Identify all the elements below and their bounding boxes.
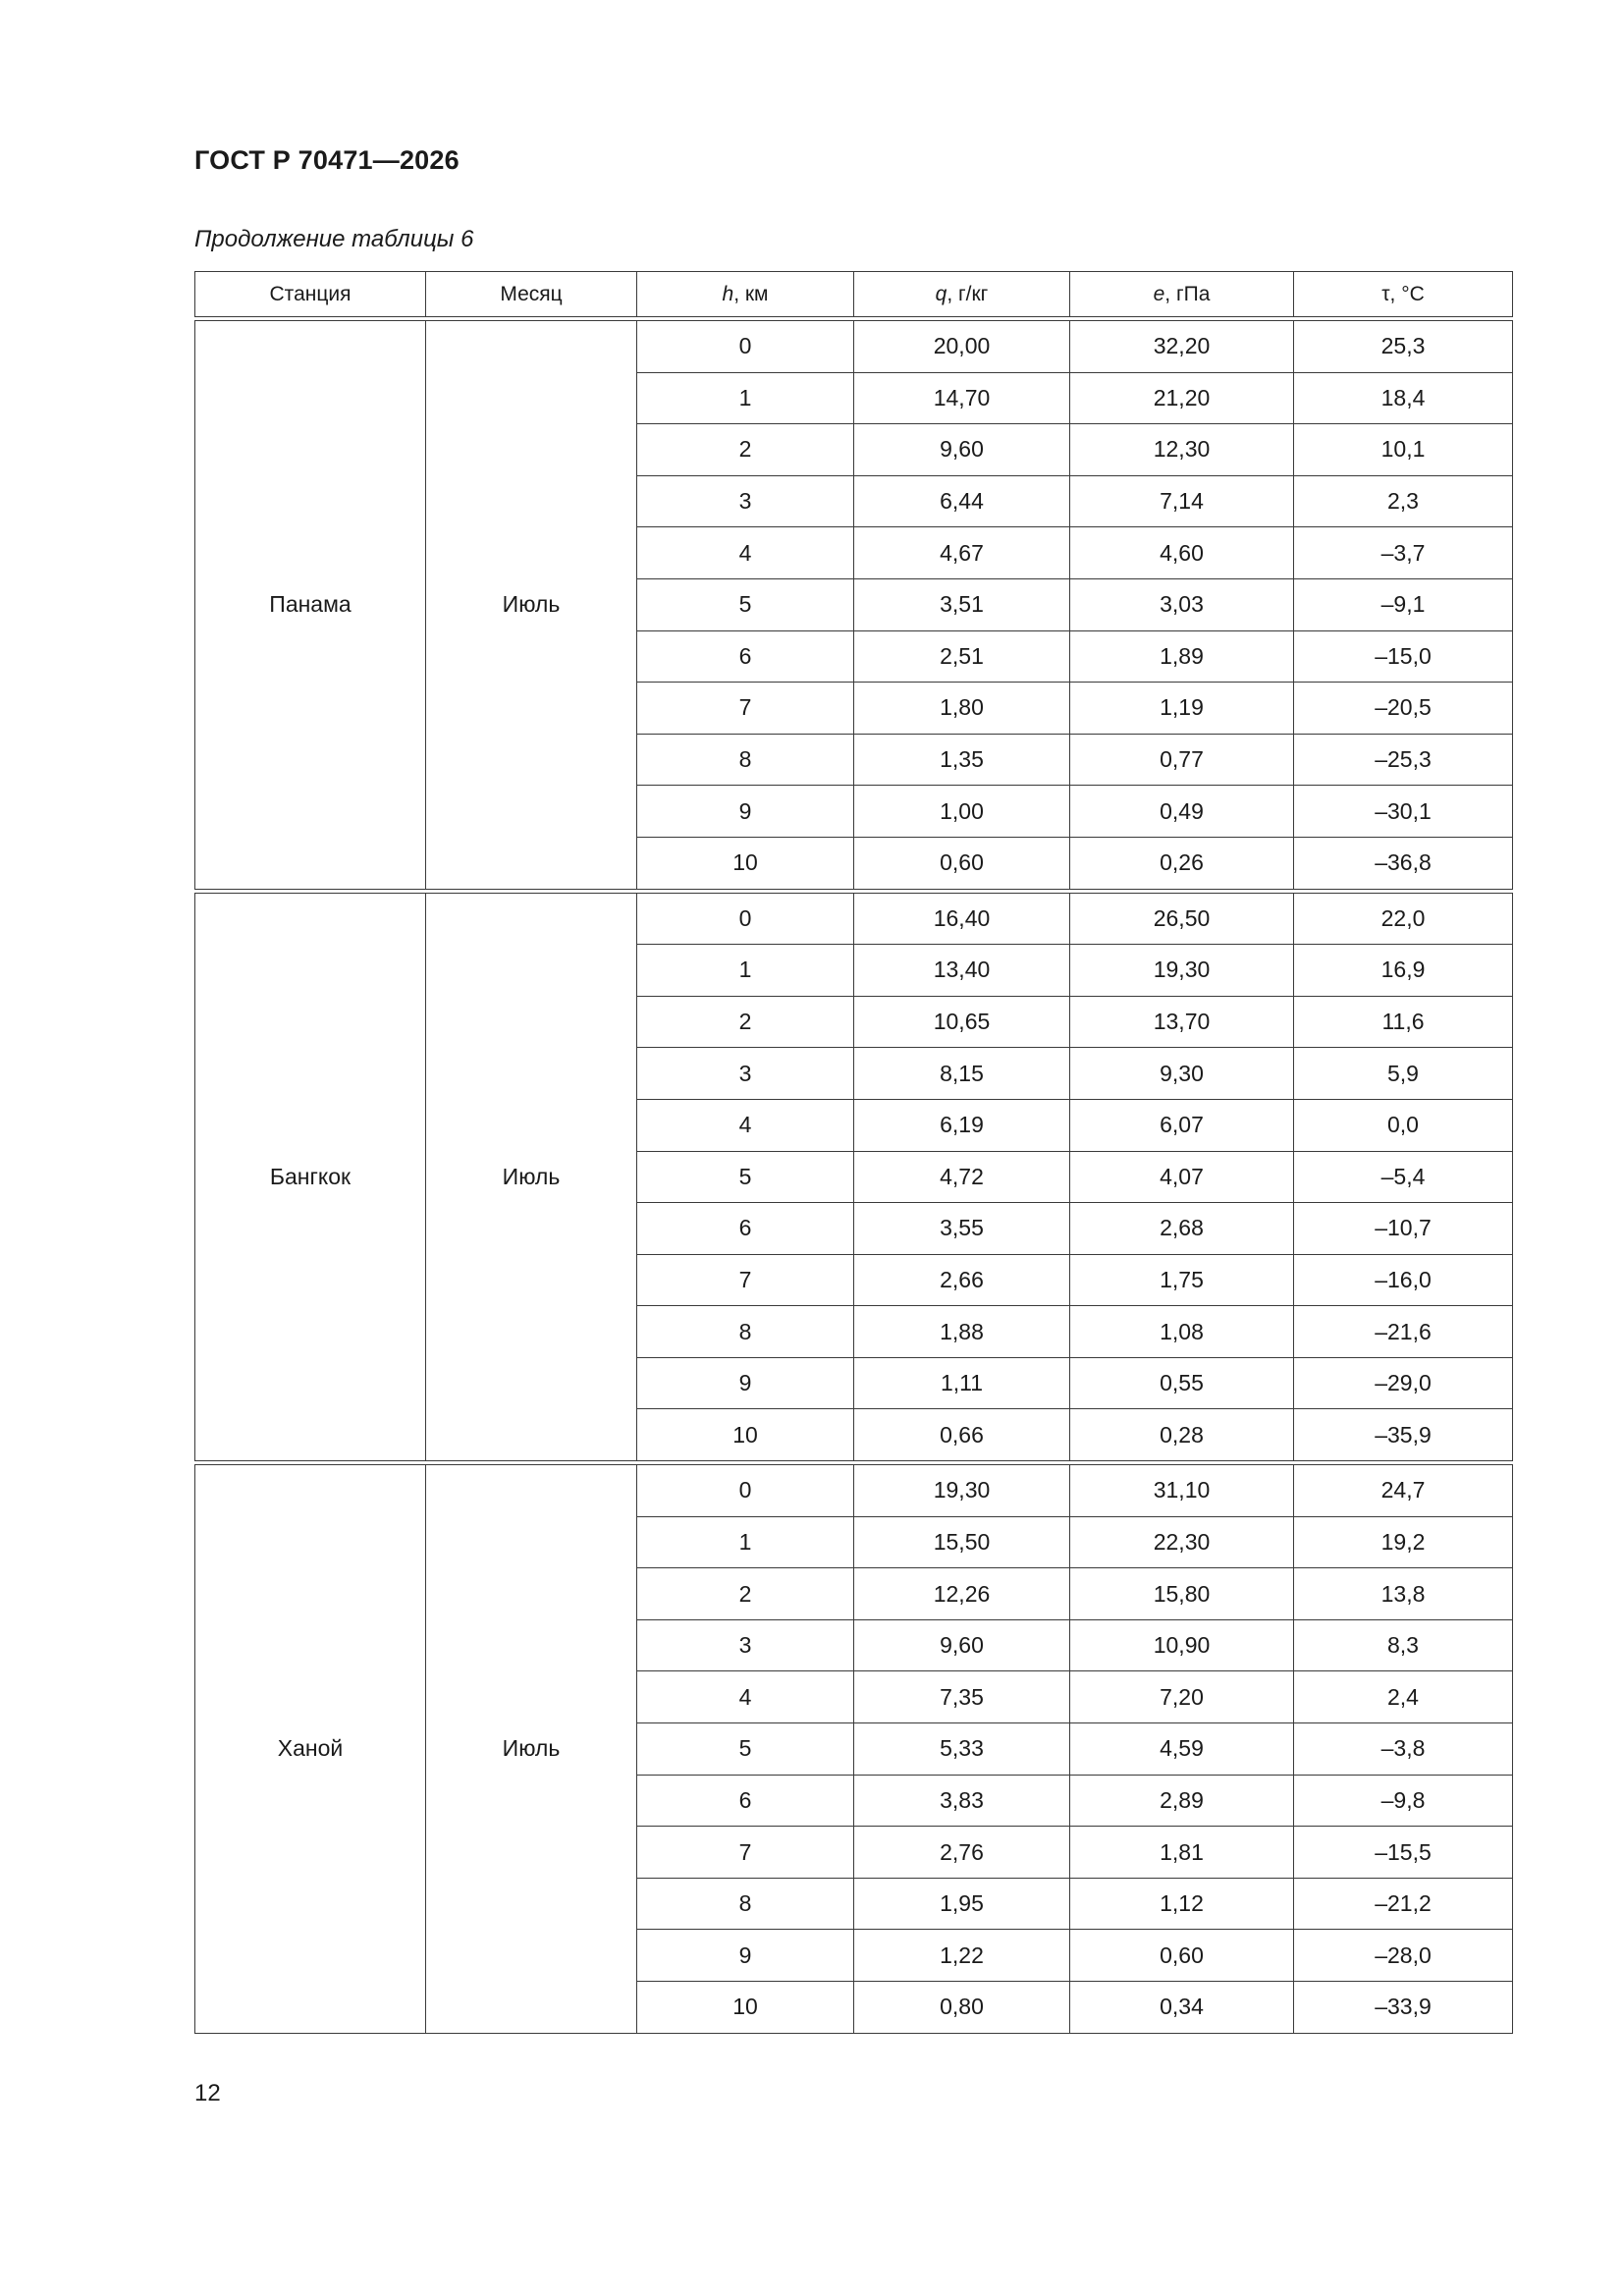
specific-humidity-cell: 2,76: [854, 1827, 1070, 1879]
vapor-pressure-cell: 0,55: [1070, 1357, 1294, 1409]
dew-point-cell: –5,4: [1294, 1151, 1513, 1203]
specific-humidity-cell: 1,35: [854, 734, 1070, 786]
vapor-pressure-cell: 7,14: [1070, 475, 1294, 527]
dew-point-cell: 24,7: [1294, 1465, 1513, 1517]
specific-humidity-cell: 3,55: [854, 1203, 1070, 1255]
height-cell: 3: [637, 475, 854, 527]
specific-humidity-cell: 1,88: [854, 1306, 1070, 1358]
vapor-pressure-cell: 4,07: [1070, 1151, 1294, 1203]
dew-point-cell: –21,6: [1294, 1306, 1513, 1358]
vapor-pressure-cell: 0,34: [1070, 1982, 1294, 2034]
month-cell: Июль: [426, 1465, 637, 2034]
vapor-pressure-cell: 15,80: [1070, 1568, 1294, 1620]
height-cell: 10: [637, 1409, 854, 1461]
vapor-pressure-cell: 7,20: [1070, 1671, 1294, 1723]
table-header: [195, 272, 1513, 317]
dew-point-cell: –3,8: [1294, 1723, 1513, 1776]
height-cell: 2: [637, 424, 854, 476]
height-cell: 4: [637, 1099, 854, 1151]
specific-humidity-cell: 12,26: [854, 1568, 1070, 1620]
specific-humidity-cell: 1,00: [854, 786, 1070, 838]
dew-point-cell: 10,1: [1294, 424, 1513, 476]
table-body: [195, 317, 1513, 2034]
specific-humidity-cell: 6,44: [854, 475, 1070, 527]
dew-point-cell: –15,5: [1294, 1827, 1513, 1879]
dew-point-cell: 2,4: [1294, 1671, 1513, 1723]
height-cell: 6: [637, 630, 854, 683]
height-cell: 9: [637, 1930, 854, 1982]
height-cell: 9: [637, 1357, 854, 1409]
station-cell: Ханой: [195, 1465, 426, 2034]
height-cell: 5: [637, 1151, 854, 1203]
height-cell: 2: [637, 996, 854, 1048]
specific-humidity-cell: 5,33: [854, 1723, 1070, 1776]
specific-humidity-cell: 1,22: [854, 1930, 1070, 1982]
dew-point-cell: –3,7: [1294, 527, 1513, 579]
month-cell: Июль: [426, 893, 637, 1461]
specific-humidity-cell: 0,66: [854, 1409, 1070, 1461]
vapor-pressure-cell: 1,08: [1070, 1306, 1294, 1358]
page-number: 12: [194, 2080, 221, 2106]
height-cell: 4: [637, 1671, 854, 1723]
column-header-specific-humidity: q, г/кг: [854, 272, 1070, 317]
dew-point-cell: –29,0: [1294, 1357, 1513, 1409]
specific-humidity-cell: 9,60: [854, 424, 1070, 476]
vapor-pressure-cell: 1,75: [1070, 1254, 1294, 1306]
vapor-pressure-cell: 31,10: [1070, 1465, 1294, 1517]
specific-humidity-cell: 20,00: [854, 321, 1070, 373]
vapor-pressure-cell: 12,30: [1070, 424, 1294, 476]
vapor-pressure-cell: 4,60: [1070, 527, 1294, 579]
dew-point-cell: –25,3: [1294, 734, 1513, 786]
vapor-pressure-cell: 2,89: [1070, 1775, 1294, 1827]
height-cell: 10: [637, 1982, 854, 2034]
vapor-pressure-cell: 1,12: [1070, 1878, 1294, 1930]
vapor-pressure-cell: 13,70: [1070, 996, 1294, 1048]
header-row: [195, 272, 1513, 317]
dew-point-cell: –9,8: [1294, 1775, 1513, 1827]
station-cell: Бангкок: [195, 893, 426, 1461]
specific-humidity-cell: 14,70: [854, 372, 1070, 424]
dew-point-cell: 8,3: [1294, 1619, 1513, 1671]
data-table: [194, 271, 1513, 2034]
height-cell: 7: [637, 1827, 854, 1879]
height-cell: 9: [637, 786, 854, 838]
specific-humidity-cell: 3,51: [854, 578, 1070, 630]
specific-humidity-cell: 2,66: [854, 1254, 1070, 1306]
dew-point-cell: –15,0: [1294, 630, 1513, 683]
dew-point-cell: –33,9: [1294, 1982, 1513, 2034]
height-cell: 6: [637, 1203, 854, 1255]
height-cell: 0: [637, 321, 854, 373]
height-cell: 0: [637, 1465, 854, 1517]
specific-humidity-cell: 2,51: [854, 630, 1070, 683]
height-cell: 3: [637, 1619, 854, 1671]
dew-point-cell: 2,3: [1294, 475, 1513, 527]
height-cell: 7: [637, 1254, 854, 1306]
vapor-pressure-cell: 22,30: [1070, 1516, 1294, 1568]
column-header-station: Станция: [195, 272, 426, 317]
specific-humidity-cell: 16,40: [854, 893, 1070, 945]
vapor-pressure-cell: 0,77: [1070, 734, 1294, 786]
specific-humidity-cell: 10,65: [854, 996, 1070, 1048]
dew-point-cell: 16,9: [1294, 945, 1513, 997]
column-header-height: h, км: [637, 272, 854, 317]
vapor-pressure-cell: 2,68: [1070, 1203, 1294, 1255]
dew-point-cell: –28,0: [1294, 1930, 1513, 1982]
height-cell: 5: [637, 578, 854, 630]
specific-humidity-cell: 0,80: [854, 1982, 1070, 2034]
vapor-pressure-cell: 1,81: [1070, 1827, 1294, 1879]
specific-humidity-cell: 13,40: [854, 945, 1070, 997]
vapor-pressure-cell: 10,90: [1070, 1619, 1294, 1671]
height-cell: 7: [637, 683, 854, 735]
specific-humidity-cell: 6,19: [854, 1099, 1070, 1151]
height-cell: 2: [637, 1568, 854, 1620]
table-row: [195, 321, 1513, 373]
dew-point-cell: –9,1: [1294, 578, 1513, 630]
document-header: ГОСТ Р 70471—2026: [194, 145, 460, 175]
height-cell: 8: [637, 1878, 854, 1930]
specific-humidity-cell: 1,80: [854, 683, 1070, 735]
vapor-pressure-cell: 4,59: [1070, 1723, 1294, 1776]
dew-point-cell: –21,2: [1294, 1878, 1513, 1930]
height-cell: 8: [637, 734, 854, 786]
vapor-pressure-cell: 3,03: [1070, 578, 1294, 630]
vapor-pressure-cell: 0,28: [1070, 1409, 1294, 1461]
height-cell: 4: [637, 527, 854, 579]
dew-point-cell: 19,2: [1294, 1516, 1513, 1568]
specific-humidity-cell: 9,60: [854, 1619, 1070, 1671]
height-cell: 6: [637, 1775, 854, 1827]
vapor-pressure-cell: 0,60: [1070, 1930, 1294, 1982]
specific-humidity-cell: 0,60: [854, 837, 1070, 889]
column-header-month: Месяц: [426, 272, 637, 317]
specific-humidity-cell: 15,50: [854, 1516, 1070, 1568]
column-header-dew-point: τ, °C: [1294, 272, 1513, 317]
dew-point-cell: –35,9: [1294, 1409, 1513, 1461]
height-cell: 3: [637, 1048, 854, 1100]
dew-point-cell: 22,0: [1294, 893, 1513, 945]
height-cell: 5: [637, 1723, 854, 1776]
vapor-pressure-cell: 1,89: [1070, 630, 1294, 683]
dew-point-cell: 18,4: [1294, 372, 1513, 424]
specific-humidity-cell: 4,67: [854, 527, 1070, 579]
table-caption: Продолжение таблицы 6: [194, 226, 474, 252]
specific-humidity-cell: 19,30: [854, 1465, 1070, 1517]
month-cell: Июль: [426, 321, 637, 890]
dew-point-cell: 0,0: [1294, 1099, 1513, 1151]
dew-point-cell: –16,0: [1294, 1254, 1513, 1306]
dew-point-cell: –30,1: [1294, 786, 1513, 838]
vapor-pressure-cell: 26,50: [1070, 893, 1294, 945]
dew-point-cell: –20,5: [1294, 683, 1513, 735]
vapor-pressure-cell: 19,30: [1070, 945, 1294, 997]
specific-humidity-cell: 4,72: [854, 1151, 1070, 1203]
vapor-pressure-cell: 6,07: [1070, 1099, 1294, 1151]
specific-humidity-cell: 8,15: [854, 1048, 1070, 1100]
vapor-pressure-cell: 0,49: [1070, 786, 1294, 838]
table-row: [195, 1465, 1513, 1517]
dew-point-cell: –10,7: [1294, 1203, 1513, 1255]
dew-point-cell: 11,6: [1294, 996, 1513, 1048]
table-row: [195, 893, 1513, 945]
dew-point-cell: –36,8: [1294, 837, 1513, 889]
vapor-pressure-cell: 9,30: [1070, 1048, 1294, 1100]
vapor-pressure-cell: 1,19: [1070, 683, 1294, 735]
height-cell: 8: [637, 1306, 854, 1358]
height-cell: 1: [637, 372, 854, 424]
height-cell: 1: [637, 1516, 854, 1568]
specific-humidity-cell: 3,83: [854, 1775, 1070, 1827]
vapor-pressure-cell: 0,26: [1070, 837, 1294, 889]
dew-point-cell: 13,8: [1294, 1568, 1513, 1620]
dew-point-cell: 5,9: [1294, 1048, 1513, 1100]
height-cell: 0: [637, 893, 854, 945]
height-cell: 1: [637, 945, 854, 997]
station-cell: Панама: [195, 321, 426, 890]
column-header-vapor-pressure: e, гПа: [1070, 272, 1294, 317]
specific-humidity-cell: 1,11: [854, 1357, 1070, 1409]
vapor-pressure-cell: 32,20: [1070, 321, 1294, 373]
dew-point-cell: 25,3: [1294, 321, 1513, 373]
specific-humidity-cell: 7,35: [854, 1671, 1070, 1723]
specific-humidity-cell: 1,95: [854, 1878, 1070, 1930]
vapor-pressure-cell: 21,20: [1070, 372, 1294, 424]
height-cell: 10: [637, 837, 854, 889]
